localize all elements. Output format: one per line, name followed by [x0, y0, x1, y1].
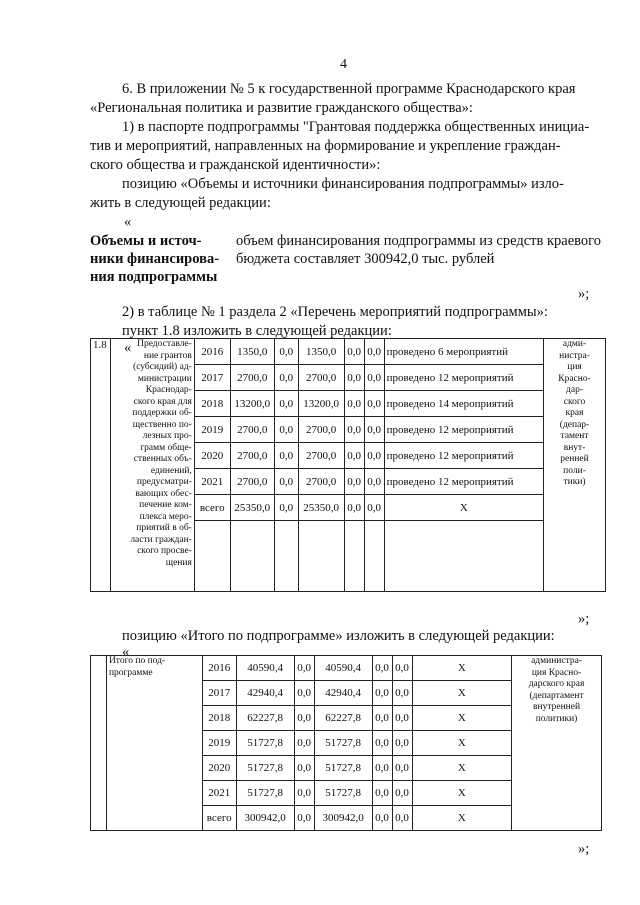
- description-line: единений,: [150, 465, 192, 476]
- cell-c4: 0,0: [364, 443, 384, 469]
- cell-c4: 0,0: [392, 756, 412, 781]
- executor-line: Красно-: [558, 373, 591, 384]
- description-line: ственных объ-: [133, 454, 192, 464]
- cell-c1: 0,0: [294, 731, 314, 756]
- executor-line: края: [565, 408, 584, 418]
- cell-year: 2017: [194, 365, 230, 391]
- cell-c1: 0,0: [294, 706, 314, 731]
- cell-year: 2020: [202, 756, 236, 781]
- cell-result: X: [412, 706, 512, 731]
- description-line: вающих обес-: [135, 488, 192, 499]
- cell-c3: 0,0: [372, 731, 392, 756]
- description-line: (субсидий) ад-: [133, 362, 192, 372]
- executor-line: поли-: [563, 465, 586, 476]
- description-line: печение ком-: [139, 500, 192, 510]
- cell-c2: 1350,0: [298, 339, 344, 365]
- cell-year: 2021: [202, 781, 236, 806]
- quote-close-3: »;: [578, 841, 590, 857]
- cell-total: 51727,8: [236, 731, 294, 756]
- cell-year: 2018: [202, 706, 236, 731]
- cell-year: 2020: [194, 443, 230, 469]
- cell-c3: 0,0: [344, 391, 364, 417]
- cell-total: 300942,0: [236, 806, 294, 831]
- cell-c1: 0,0: [294, 656, 314, 681]
- cell-c2: 51727,8: [314, 756, 372, 781]
- cell-c2: 42940,4: [314, 681, 372, 706]
- passport-label-3: ния подпрограммы: [90, 269, 218, 285]
- cell-c2: 2700,0: [298, 443, 344, 469]
- section2-line-1: 2) в таблице № 1 раздела 2 «Перечень мероприятий подпрограммы»:: [122, 304, 548, 320]
- cell-result: проведено 12 мероприятий: [384, 417, 543, 443]
- empty-cell: [364, 521, 384, 592]
- cell-year: 2016: [202, 656, 236, 681]
- item-description: [110, 339, 194, 592]
- cell-c4: 0,0: [364, 365, 384, 391]
- executor-line: тамент: [560, 431, 589, 441]
- cell-c3: 0,0: [344, 417, 364, 443]
- cell-c2: 62227,8: [314, 706, 372, 731]
- description-line: лезных про-: [142, 431, 192, 441]
- passport-label-1: Объемы и источ-: [90, 233, 202, 249]
- cell-result: X: [412, 731, 512, 756]
- cell-result: проведено 12 мероприятий: [384, 365, 543, 391]
- intro-line-6: позицию «Объемы и источники финансирования подпрограммы» изло-: [122, 176, 564, 192]
- cell-c2: 51727,8: [314, 731, 372, 756]
- intro-line-7: жить в следующей редакции:: [90, 195, 271, 211]
- cell-c1: 0,0: [274, 365, 298, 391]
- cell-c1: 0,0: [274, 417, 298, 443]
- cell-total: 51727,8: [236, 781, 294, 806]
- cell-c1: 0,0: [294, 756, 314, 781]
- cell-year: 2016: [194, 339, 230, 365]
- cell-c2: 2700,0: [298, 365, 344, 391]
- cell-c2: 13200,0: [298, 391, 344, 417]
- table-total: [90, 655, 602, 831]
- table-item-1-8: [90, 338, 606, 592]
- cell-c3: 0,0: [344, 495, 364, 521]
- cell-c1: 0,0: [274, 339, 298, 365]
- empty-cell: [344, 521, 364, 592]
- cell-c3: 0,0: [372, 681, 392, 706]
- total-label: [106, 656, 202, 831]
- executor-line: ского: [563, 396, 586, 407]
- cell-c2: 300942,0: [314, 806, 372, 831]
- description-line: Предоставле-: [137, 339, 192, 349]
- total-label-line: Итого по под-: [108, 656, 166, 666]
- cell-c4: 0,0: [392, 656, 412, 681]
- cell-c4: 0,0: [392, 806, 412, 831]
- cell-c3: 0,0: [372, 781, 392, 806]
- cell-result: X: [412, 781, 512, 806]
- cell-c3: 0,0: [372, 756, 392, 781]
- cell-total: 2700,0: [230, 365, 274, 391]
- executor-line: внут-: [563, 442, 586, 453]
- description-line: ского просве-: [137, 546, 192, 556]
- cell-year: 2021: [194, 469, 230, 495]
- executor-line: внутренней: [533, 702, 581, 712]
- cell-result: X: [412, 806, 512, 831]
- table-row: [91, 656, 602, 681]
- cell-c4: 0,0: [364, 391, 384, 417]
- cell-c3: 0,0: [372, 806, 392, 831]
- empty-cell: [91, 656, 107, 831]
- intro-line-2: «Региональная политика и развитие гражданского общества»:: [90, 100, 473, 116]
- description-line: министрации: [137, 373, 192, 384]
- description-line: ние грантов: [143, 350, 192, 361]
- intro-line-3: 1) в паспорте подпрограммы "Грантовая поддержка общественных инициа-: [122, 119, 590, 135]
- cell-c1: 0,0: [294, 781, 314, 806]
- empty-cell: [194, 521, 230, 592]
- item-number: 1.8: [91, 339, 111, 592]
- executor-line: (департамент: [529, 690, 584, 701]
- description-line: поддержки об-: [132, 408, 192, 418]
- cell-c2: 51727,8: [314, 781, 372, 806]
- executor-line: тики): [563, 477, 586, 487]
- executor-line: адми-: [562, 339, 587, 349]
- quote-close-2: »;: [578, 611, 590, 627]
- cell-total: 2700,0: [230, 443, 274, 469]
- cell-result: проведено 6 мероприятий: [384, 339, 543, 365]
- intro-line-4: тив и мероприятий, направленных на формирование и укрепление граждан-: [90, 138, 561, 154]
- table-row: [91, 339, 606, 365]
- executor-line: администра-: [531, 656, 582, 666]
- description-line: щения: [165, 557, 192, 568]
- cell-c3: 0,0: [344, 339, 364, 365]
- cell-c2: 40590,4: [314, 656, 372, 681]
- cell-year: 2019: [202, 731, 236, 756]
- cell-c1: 0,0: [274, 469, 298, 495]
- description-line: ского края для: [133, 396, 192, 407]
- cell-c1: 0,0: [294, 681, 314, 706]
- cell-c3: 0,0: [372, 706, 392, 731]
- cell-c2: 25350,0: [298, 495, 344, 521]
- cell-result: X: [412, 681, 512, 706]
- executor-line: политики): [535, 713, 578, 724]
- cell-total: 13200,0: [230, 391, 274, 417]
- cell-result: проведено 12 мероприятий: [384, 469, 543, 495]
- page-number: 4: [340, 57, 347, 72]
- cell-c3: 0,0: [372, 656, 392, 681]
- cell-total: 62227,8: [236, 706, 294, 731]
- cell-total: 2700,0: [230, 417, 274, 443]
- description-line: предусматри-: [136, 477, 192, 487]
- executor-line: ция Красно-: [531, 667, 582, 678]
- cell-total: 40590,4: [236, 656, 294, 681]
- cell-year: всего: [202, 806, 236, 831]
- quote-open-2: «: [124, 340, 132, 356]
- empty-cell: [298, 521, 344, 592]
- cell-c3: 0,0: [344, 443, 364, 469]
- cell-year: 2019: [194, 417, 230, 443]
- quote-open-3: «: [122, 644, 130, 660]
- executor-line: ция: [567, 362, 582, 372]
- cell-c4: 0,0: [392, 731, 412, 756]
- cell-c1: 0,0: [274, 443, 298, 469]
- cell-total: 42940,4: [236, 681, 294, 706]
- cell-c4: 0,0: [364, 495, 384, 521]
- quote-close-1: »;: [578, 286, 590, 302]
- cell-year: всего: [194, 495, 230, 521]
- cell-total: 25350,0: [230, 495, 274, 521]
- description-line: плекса меро-: [139, 511, 192, 522]
- cell-c4: 0,0: [392, 681, 412, 706]
- cell-total: 2700,0: [230, 469, 274, 495]
- cell-c4: 0,0: [364, 339, 384, 365]
- executor-line: дар-: [566, 385, 583, 395]
- section3-line-1: позицию «Итого по подпрограмме» изложить в следующей редакции:: [122, 628, 555, 644]
- empty-cell: [384, 521, 543, 592]
- description-line: приятий в об-: [136, 523, 192, 533]
- executor-line: нистра-: [559, 350, 590, 361]
- cell-total: 1350,0: [230, 339, 274, 365]
- cell-c4: 0,0: [364, 469, 384, 495]
- cell-total: 51727,8: [236, 756, 294, 781]
- cell-year: 2017: [202, 681, 236, 706]
- cell-c1: 0,0: [294, 806, 314, 831]
- executor-cell: [544, 339, 606, 592]
- cell-result: проведено 12 мероприятий: [384, 443, 543, 469]
- cell-result: X: [412, 656, 512, 681]
- quote-open-1: «: [124, 214, 132, 230]
- cell-c1: 0,0: [274, 495, 298, 521]
- cell-result: проведено 14 мероприятий: [384, 391, 543, 417]
- passport-value-1: объем финансирования подпрограммы из средств краевого: [236, 233, 601, 249]
- description-line: ласти граждан-: [130, 534, 192, 545]
- executor-line: дарского края: [528, 679, 585, 689]
- cell-c4: 0,0: [392, 781, 412, 806]
- description-line: Краснодар-: [145, 385, 192, 395]
- cell-c3: 0,0: [344, 365, 364, 391]
- cell-result: X: [412, 756, 512, 781]
- cell-c4: 0,0: [364, 417, 384, 443]
- description-line: щественно по-: [132, 419, 192, 430]
- cell-c2: 2700,0: [298, 417, 344, 443]
- cell-c2: 2700,0: [298, 469, 344, 495]
- empty-cell: [230, 521, 274, 592]
- executor-line: ренней: [560, 454, 589, 464]
- intro-line-5: ского общества и гражданской идентичности»:: [90, 157, 381, 173]
- cell-c3: 0,0: [344, 469, 364, 495]
- passport-label-2: ники финансирова-: [90, 251, 220, 267]
- intro-line-1: 6. В приложении № 5 к государственной программе Краснодарского края: [122, 81, 576, 97]
- cell-year: 2018: [194, 391, 230, 417]
- empty-cell: [274, 521, 298, 592]
- description-line: грамм обще-: [140, 442, 192, 453]
- cell-c1: 0,0: [274, 391, 298, 417]
- cell-result: X: [384, 495, 543, 521]
- cell-c4: 0,0: [392, 706, 412, 731]
- total-label-line: программе: [108, 667, 153, 678]
- executor-cell: [512, 656, 602, 831]
- section2-line-2: пункт 1.8 изложить в следующей редакции:: [122, 323, 392, 339]
- executor-line: (депар-: [559, 419, 590, 430]
- passport-value-2: бюджета составляет 300942,0 тыс. рублей: [236, 251, 495, 267]
